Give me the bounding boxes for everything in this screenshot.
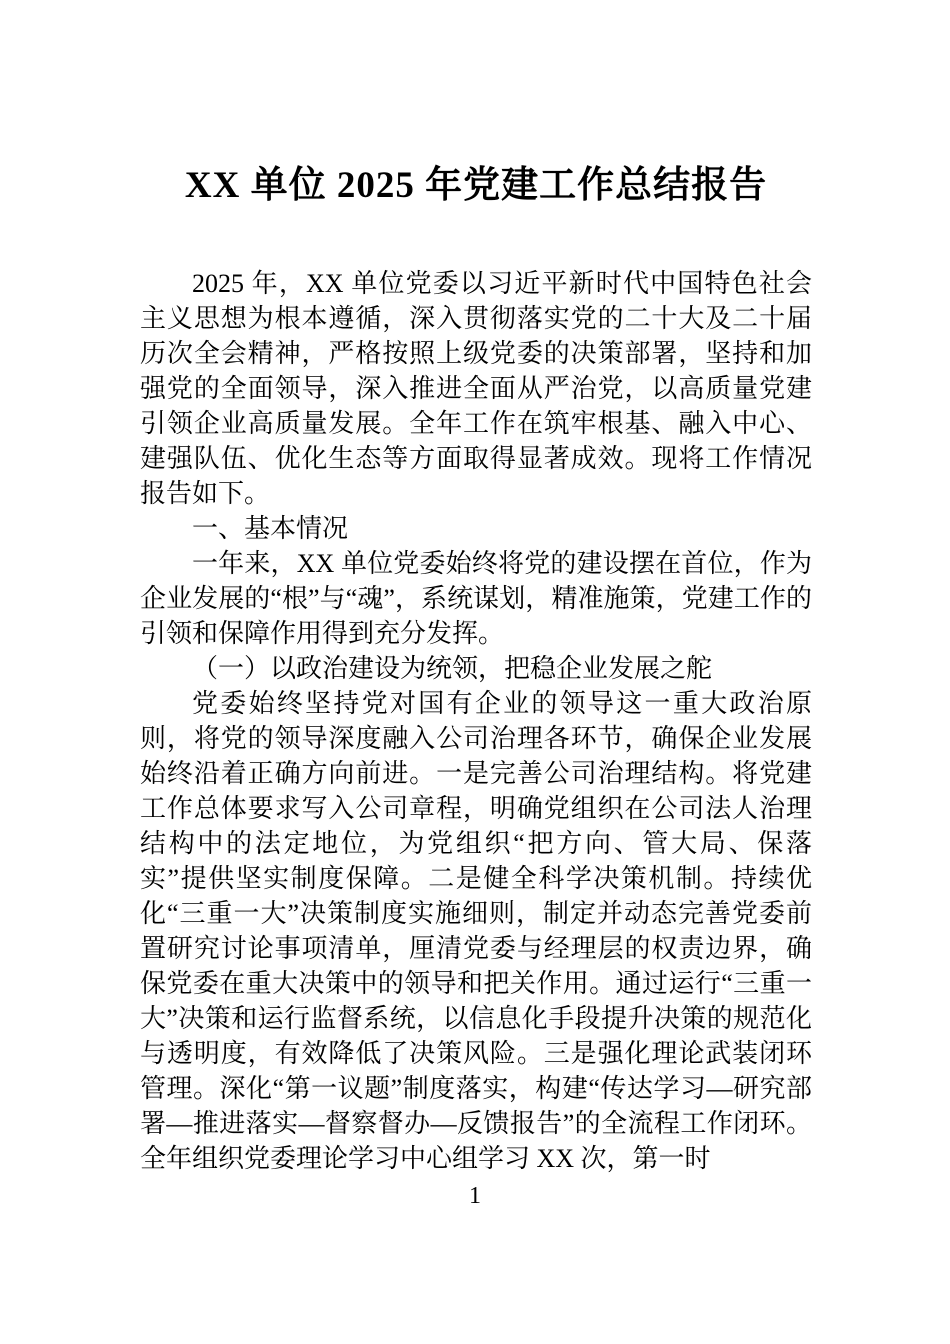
- subsection-heading-political-construction: （一）以政治建设为统领，把稳企业发展之舵: [192, 654, 713, 683]
- paragraph-detail: 党委始终坚持党对国有企业的领导这一重大政治原则，将党的领导深度融入公司治理各环节，确保企业发展始终沿着正确方向前进。一是完善公司治理结构。将党建工作总体要求写入公司章程，明确党组织在公司法人治理结构中的法定地位，为党组织“把方向、管大局、保落实”提供坚实制度保障。二是健全科学决策机制。持续优化“三重一大”决策制度实施细则，制定并动态完善党委前置研究讨论事项清单，厘清党委与经理层的权责边界，确保党委在重大决策中的领导和把关作用。通过运行“三重一大”决策和运行监督系统，以信息化手段提升决策的规范化与透明度，有效降低了决策风险。三是强化理论武装闭环管理。深化“第一议题”制度落实，构建“传达学习—研究部署—推进落实—督察督办—反馈报告”的全流程工作闭环。全年组织党委理论学习中心组学习 XX 次，第一时: [140, 689, 812, 1173]
- paragraph-intro: 2025 年，XX 单位党委以习近平新时代中国特色社会主义思想为根本遵循，深入贯彻落实党的二十大及二十届历次全会精神，严格按照上级党委的决策部署，坚持和加强党的全面领导，深入推进全面从严治党，以高质量党建引领企业高质量发展。全年工作在筑牢根基、融入中心、建强队伍、优化生态等方面取得显著成效。现将工作情况报告如下。: [140, 269, 812, 508]
- section-heading-basic-situation: 一、基本情况: [192, 514, 349, 543]
- document-title: XX 单位 2025 年党建工作总结报告: [184, 165, 768, 206]
- page-number: 1: [469, 1183, 481, 1209]
- paragraph-overview: 一年来，XX 单位党委始终将党的建设摆在首位，作为企业发展的“根”与“魂”，系统谋划，精准施策，党建工作的引领和保障作用得到充分发挥。: [140, 549, 812, 648]
